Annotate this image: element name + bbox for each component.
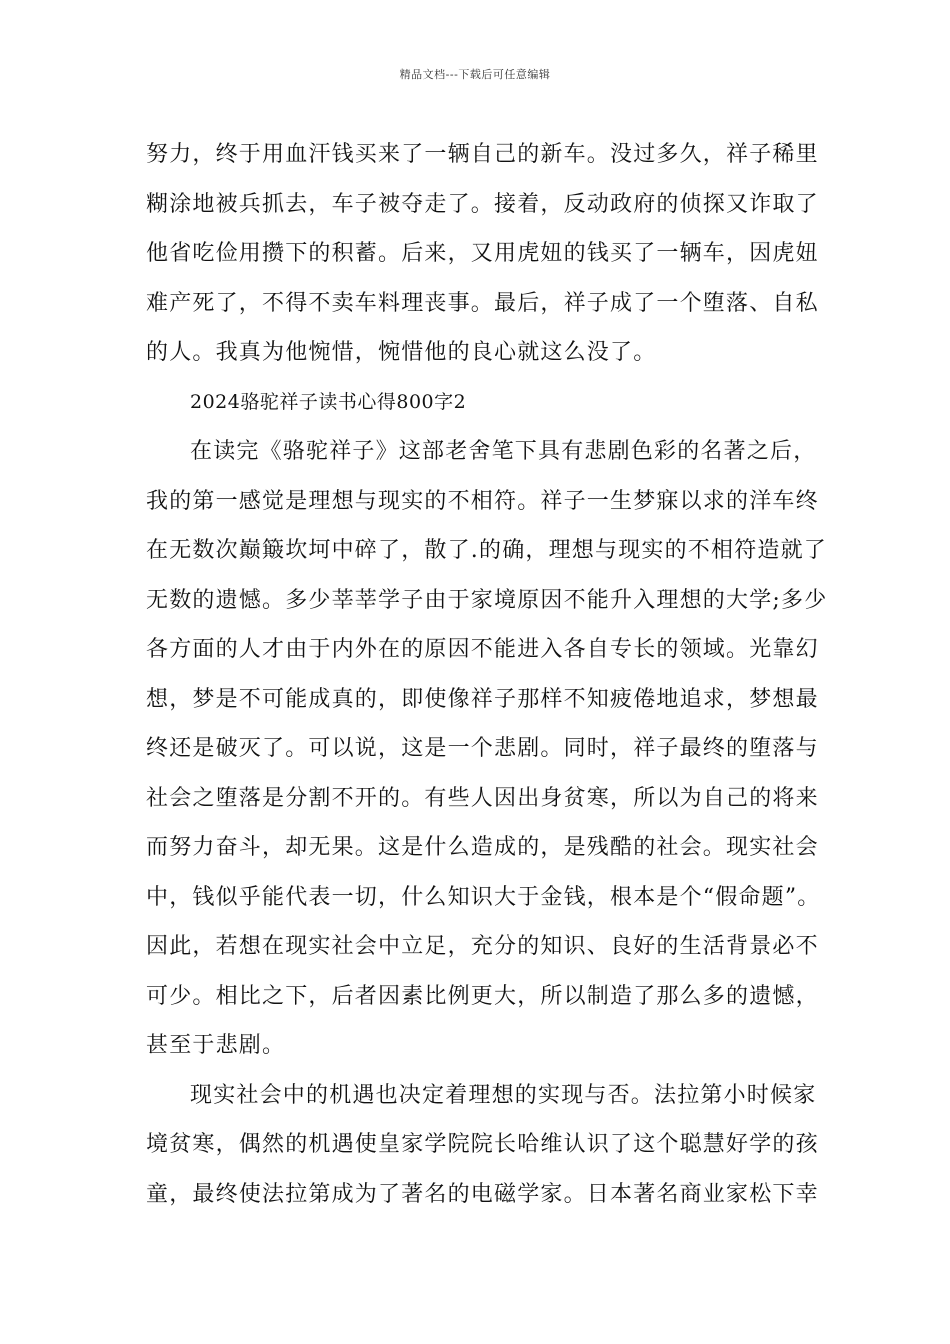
text-line: 想，梦是不可能成真的，即使像祥子那样不知疲倦地追求，梦想最 bbox=[146, 686, 819, 712]
text-line: 在无数次巅簸坎坷中碎了，散了.的确，理想与现实的不相符造就了 bbox=[146, 538, 827, 563]
paragraph bbox=[146, 1071, 819, 1220]
text-line: 在读完《骆驼祥子》这部老舍笔下具有悲剧色彩的名著之后， bbox=[190, 439, 817, 464]
text-line: 可少。相比之下，后者因素比例更大，所以制造了那么多的遗憾， bbox=[146, 983, 819, 1009]
text-line: 糊涂地被兵抓去，车子被夺走了。接着，反动政府的侦探又诈取了 bbox=[146, 191, 819, 217]
text-line: 童，最终使法拉第成为了著名的电磁学家。日本著名商业家松下幸 bbox=[146, 1181, 819, 1207]
text-line: 现实社会中的机遇也决定着理想的实现与否。法拉第小时候家 bbox=[190, 1082, 817, 1108]
text-line: 努力，终于用血汗钱买来了一辆自己的新车。没过多久，祥子稀里 bbox=[146, 142, 819, 167]
paragraph bbox=[146, 427, 828, 1071]
text-line: 各方面的人才由于内外在的原因不能进入各自专长的领域。光靠幻 bbox=[146, 637, 819, 662]
text-line: 我的第一感觉是理想与现实的不相符。祥子一生梦寐以求的洋车终 bbox=[146, 488, 819, 514]
heading-line: 2024骆驼祥子读书心得800字2 bbox=[190, 390, 467, 413]
page-header: 精品文档---下载后可任意编辑 bbox=[399, 68, 551, 81]
document-body bbox=[146, 130, 828, 1219]
text-line: 他省吃俭用攒下的积蓄。后来，又用虎妞的钱买了一辆车，因虎妞 bbox=[146, 241, 819, 266]
text-line: 社会之堕落是分割不开的。有些人因出身贫寒，所以为自己的将来 bbox=[146, 785, 819, 811]
text-line: 而努力奋斗，却无果。这是什么造成的，是残酷的社会。现实社会 bbox=[146, 835, 819, 860]
text-line: 中，钱似乎能代表一切，什么知识大于金钱，根本是个“假命题”。 bbox=[146, 884, 821, 910]
text-line: 的人。我真为他惋惜，惋惜他的良心就这么没了。 bbox=[146, 340, 657, 365]
paragraph-continuation bbox=[146, 130, 819, 378]
text-line: 境贫寒，偶然的机遇使皇家学院院长哈维认识了这个聪慧好学的孩 bbox=[146, 1132, 819, 1157]
text-line: 终还是破灭了。可以说，这是一个悲剧。同时，祥子最终的堕落与 bbox=[146, 736, 819, 761]
text-line: 难产死了，不得不卖车料理丧事。最后，祥子成了一个堕落、自私 bbox=[146, 290, 819, 316]
text-line: 无数的遗憾。多少莘莘学子由于家境原因不能升入理想的大学;多少 bbox=[146, 587, 828, 613]
text-line: 甚至于悲剧。 bbox=[146, 1033, 286, 1058]
text-line: 因此，若想在现实社会中立足，充分的知识、良好的生活背景必不 bbox=[146, 934, 819, 959]
section-heading bbox=[146, 378, 810, 428]
